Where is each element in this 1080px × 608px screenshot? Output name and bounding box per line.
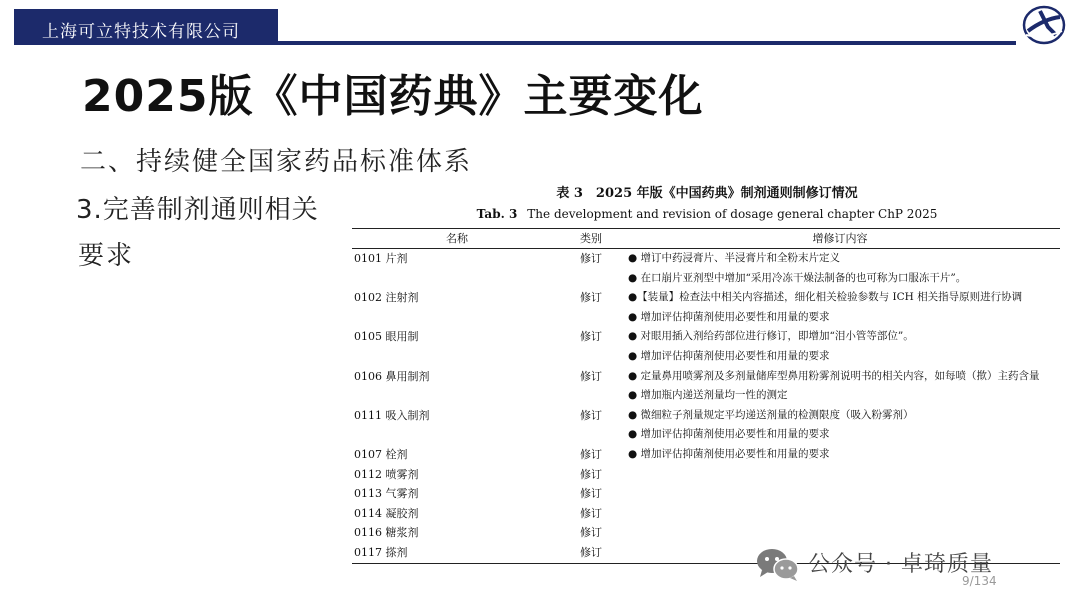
cell-type: 修订 bbox=[580, 467, 602, 481]
cell-type: 修订 bbox=[580, 506, 602, 520]
cell-type: 修订 bbox=[580, 487, 602, 501]
cell-name: 0101 片剂 bbox=[354, 252, 408, 265]
slide-title: 2025版《中国药典》主要变化 bbox=[82, 71, 704, 122]
company-name: 上海可立特技术有限公司 bbox=[42, 22, 240, 42]
cell-content bbox=[620, 523, 1060, 543]
table-caption-en-text: The development and revision of dosage general chapter ChP 2025 bbox=[527, 207, 938, 221]
table-row bbox=[352, 425, 1060, 445]
table-row bbox=[352, 308, 1060, 328]
table-caption-en-label: Tab. 3 bbox=[476, 207, 518, 221]
table-row bbox=[352, 523, 1060, 543]
table-row bbox=[352, 445, 1060, 465]
cell-content: ● 增加瓶内递送剂量均一性的测定 bbox=[628, 389, 788, 402]
cell-name: 0105 眼用制 bbox=[354, 330, 419, 344]
cell-name: 0107 栓剂 bbox=[354, 447, 408, 461]
table-row bbox=[352, 504, 1060, 524]
cell-type: 修订 bbox=[580, 330, 602, 344]
cell-content: ● 增订中药浸膏片、半浸膏片和全粉末片定义 bbox=[628, 252, 840, 264]
cell-name bbox=[352, 269, 562, 289]
table-row bbox=[352, 367, 1060, 387]
cell-name: 0111 吸入制剂 bbox=[354, 408, 430, 422]
revision-table bbox=[352, 228, 1060, 564]
cell-type bbox=[562, 269, 620, 289]
table-row bbox=[352, 249, 1060, 269]
cell-name: 0116 糖浆剂 bbox=[354, 526, 419, 540]
cell-type bbox=[562, 425, 620, 445]
cell-type: 修订 bbox=[580, 408, 602, 422]
header-rule bbox=[278, 41, 1016, 45]
page-number: 9/134 bbox=[962, 574, 997, 588]
table-row bbox=[352, 484, 1060, 504]
slide-subtitle: 二、持续健全国家药品标准体系 bbox=[80, 147, 473, 177]
cell-name: 0117 搽剂 bbox=[354, 545, 408, 559]
table-row bbox=[352, 406, 1060, 426]
cell-content: ●【装量】检查法中相关内容描述，细化相关检验参数与 ICH 相关指导原则进行协调 bbox=[628, 291, 1023, 304]
table-row bbox=[352, 386, 1060, 406]
cell-name: 0112 喷雾剂 bbox=[354, 467, 419, 481]
cell-content: ● 对眼用插入剂给药部位进行修订，即增加“泪小管等部位”。 bbox=[628, 330, 914, 343]
cell-type bbox=[562, 347, 620, 367]
cell-name bbox=[352, 347, 562, 367]
company-logo-icon bbox=[1022, 5, 1066, 45]
cell-name bbox=[352, 425, 562, 445]
section-point-continuation: 要求 bbox=[78, 241, 135, 271]
cell-type: 修订 bbox=[580, 291, 602, 305]
cell-type bbox=[562, 386, 620, 406]
table-row bbox=[352, 465, 1060, 485]
cell-content bbox=[620, 504, 1060, 524]
cell-type: 修订 bbox=[580, 252, 602, 265]
cell-content: ● 增加评估抑菌剂使用必要性和用量的要求 bbox=[628, 349, 830, 362]
header-content: 增修订内容 bbox=[812, 232, 868, 245]
section-point: 3.完善制剂通则相关 bbox=[76, 195, 319, 225]
table-caption-en bbox=[352, 204, 1062, 224]
cell-name: 0113 气雾剂 bbox=[354, 487, 419, 501]
cell-name bbox=[352, 386, 562, 406]
cell-content: ● 增加评估抑菌剂使用必要性和用量的要求 bbox=[628, 428, 830, 441]
cell-content: ● 在口崩片亚剂型中增加“采用冷冻干燥法制备的也可称为口服冻干片”。 bbox=[628, 271, 967, 284]
cell-name bbox=[352, 308, 562, 328]
table-row bbox=[352, 327, 1060, 347]
table-row bbox=[352, 269, 1060, 289]
cell-name: 0102 注射剂 bbox=[354, 291, 419, 305]
table-row bbox=[352, 347, 1060, 367]
cell-content bbox=[620, 465, 1060, 485]
cell-content: ● 微细粒子剂量规定平均递送剂量的检测限度（吸入粉雾剂） bbox=[628, 408, 914, 421]
revision-table-figure bbox=[352, 184, 1062, 564]
header-bar bbox=[14, 9, 278, 45]
cell-name: 0106 鼻用制剂 bbox=[354, 369, 430, 383]
cell-type: 修订 bbox=[580, 545, 602, 559]
cell-content: ● 定量鼻用喷雾剂及多剂量储库型鼻用粉雾剂说明书的相关内容，如每喷（揿）主药含量 bbox=[628, 369, 1040, 382]
header-name: 名称 bbox=[446, 232, 468, 245]
cell-type: 修订 bbox=[580, 447, 602, 461]
cell-content: ● 增加评估抑菌剂使用必要性和用量的要求 bbox=[628, 310, 830, 323]
watermark-text: 公众号 · 卓琦质量 bbox=[808, 552, 993, 577]
cell-name: 0114 凝胶剂 bbox=[354, 506, 419, 520]
table-caption-cn: 表 3 2025 年版《中国药典》制剂通则制修订情况 bbox=[556, 186, 858, 201]
cell-type: 修订 bbox=[580, 369, 602, 383]
cell-content: ● 增加评估抑菌剂使用必要性和用量的要求 bbox=[628, 447, 830, 460]
table-header-row bbox=[352, 229, 1060, 249]
header-type: 类别 bbox=[580, 232, 602, 245]
cell-type bbox=[562, 308, 620, 328]
table-row bbox=[352, 288, 1060, 308]
cell-content bbox=[620, 484, 1060, 504]
cell-type: 修订 bbox=[580, 526, 602, 540]
wechat-icon bbox=[754, 546, 802, 582]
